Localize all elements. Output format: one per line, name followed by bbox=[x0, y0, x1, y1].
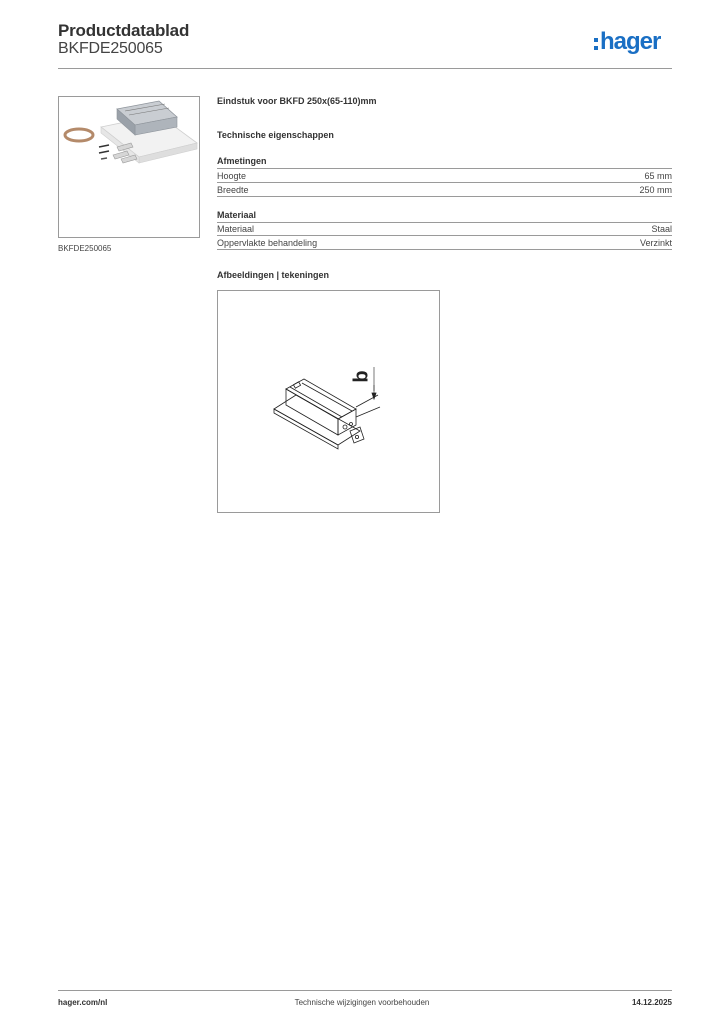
section-title-technical: Technische eigenschappen bbox=[217, 130, 334, 140]
spec-label: Oppervlakte behandeling bbox=[217, 238, 318, 248]
spec-row-surface-treatment bbox=[217, 236, 672, 250]
spec-value: Verzinkt bbox=[639, 238, 672, 248]
dimension-label-b: b bbox=[350, 370, 373, 383]
spec-row-width bbox=[217, 183, 672, 197]
logo-dots-icon bbox=[594, 38, 598, 50]
group-title-dimensions: Afmetingen bbox=[217, 156, 267, 166]
spec-value: 250 mm bbox=[639, 185, 672, 195]
footer-website-link[interactable]: hager.com/nl bbox=[58, 998, 108, 1007]
spec-row-height bbox=[217, 169, 672, 183]
technical-drawing bbox=[217, 290, 440, 513]
section-title-drawings: Afbeeldingen | tekeningen bbox=[217, 270, 330, 280]
technical-drawing-illustration bbox=[218, 291, 439, 512]
product-photo-illustration bbox=[59, 97, 199, 237]
photo-caption: BKFDE250065 bbox=[58, 244, 112, 253]
product-code: BKFDE250065 bbox=[58, 40, 163, 57]
spec-value: Staal bbox=[651, 224, 672, 234]
product-photo bbox=[58, 96, 200, 238]
header-divider bbox=[58, 68, 672, 69]
brand-name: hager bbox=[600, 28, 661, 55]
group-title-material: Materiaal bbox=[217, 210, 257, 220]
footer-disclaimer: Technische wijzigingen voorbehouden bbox=[294, 998, 430, 1007]
spec-label: Breedte bbox=[217, 185, 249, 195]
page-title: Productdatablad bbox=[58, 21, 190, 40]
spec-value: 65 mm bbox=[644, 171, 672, 181]
spec-label: Hoogte bbox=[217, 171, 247, 181]
brand-logo bbox=[594, 28, 660, 56]
footer-divider bbox=[58, 990, 672, 991]
product-description: Eindstuk voor BKFD 250x(65-110)mm bbox=[217, 96, 377, 106]
spec-label: Materiaal bbox=[217, 224, 255, 234]
spec-row-material bbox=[217, 222, 672, 236]
footer-date: 14.12.2025 bbox=[631, 998, 672, 1007]
